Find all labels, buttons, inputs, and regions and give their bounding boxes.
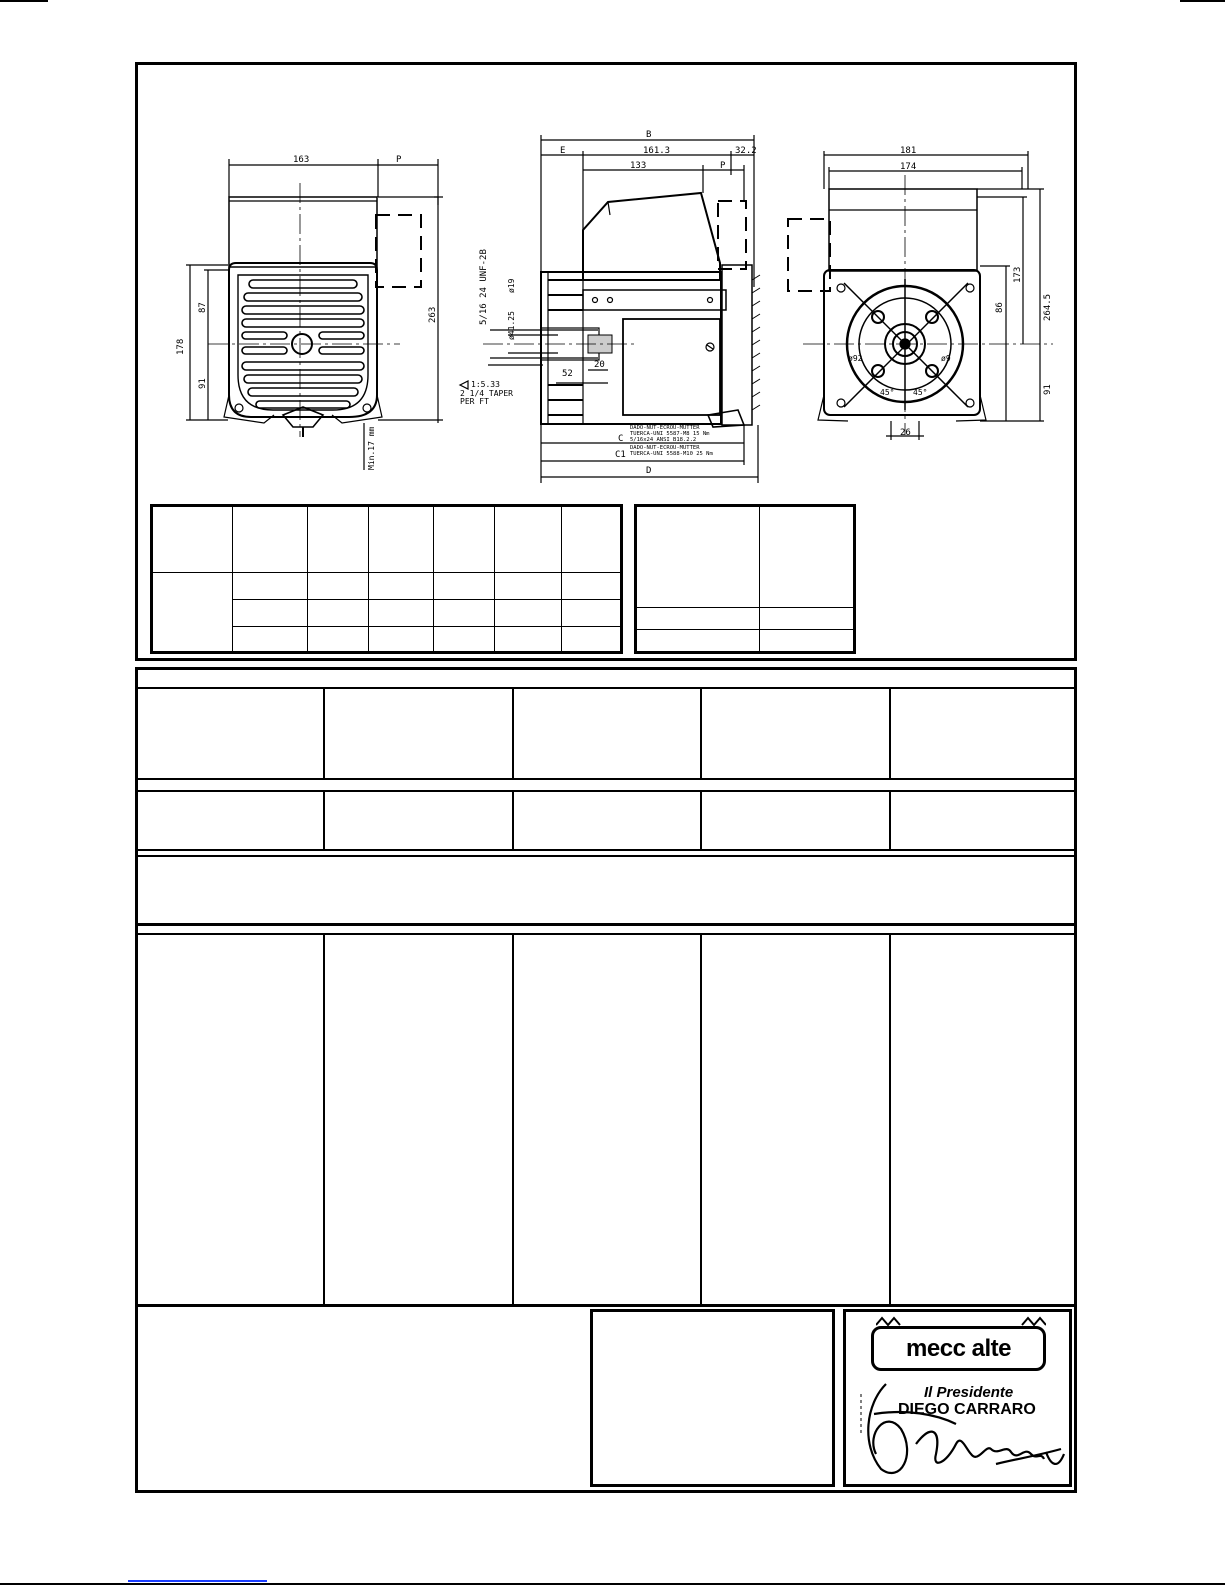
- col-div-4b: [889, 791, 891, 849]
- dim-dia-92: ø92: [848, 354, 863, 363]
- company-logo: [871, 1326, 1046, 1371]
- footer-link-underline: [128, 1580, 267, 1582]
- dim-p-side: P: [720, 161, 726, 171]
- side-view: [460, 135, 760, 483]
- dim-b: B: [646, 130, 652, 140]
- col-div-4a: [889, 689, 891, 779]
- col-div-2a: [512, 689, 514, 779]
- dim-264-5: 264.5: [1043, 293, 1053, 321]
- front-view: [186, 159, 443, 470]
- nut-note-1a: DADO-NUT-ECROU-MUTTER: [630, 425, 700, 431]
- row-divider-5: [138, 923, 1074, 926]
- row-divider-3: [138, 849, 1074, 851]
- dim-173: 173: [1013, 266, 1023, 283]
- dim-d: D: [646, 466, 652, 476]
- dim-91-rear: 91: [1043, 384, 1053, 395]
- dim-161-3: 161.3: [643, 146, 671, 156]
- dimensions-table: [150, 504, 623, 654]
- dim-e: E: [560, 146, 566, 156]
- row-divider-1: [138, 778, 1074, 780]
- dim-26: 26: [900, 428, 911, 438]
- logo-text: mecc alte: [906, 1334, 1011, 1362]
- dim-174: 174: [900, 162, 917, 172]
- dim-c1: C1: [615, 450, 626, 460]
- logo-wave: [876, 1315, 1046, 1327]
- drawing-frame: [135, 62, 1077, 661]
- nut-note-2b: TUERCA-UNI 5588-M10 25 Nm: [630, 451, 713, 457]
- signature-title: Il Presidente: [924, 1384, 1014, 1401]
- angle-45-right: 45°: [913, 388, 928, 397]
- corner-mark-right: [1180, 0, 1225, 2]
- row-divider-4: [138, 855, 1074, 857]
- nut-note-2a: DADO-NUT-ECROU-MUTTER: [630, 445, 700, 451]
- dim-86: 86: [995, 302, 1005, 313]
- dim-32-2: 32.2: [735, 146, 757, 156]
- col-div-2c: [512, 934, 514, 1305]
- footer-line: [0, 1583, 1225, 1585]
- specification-frame: [135, 667, 1077, 1493]
- col-div-4c: [889, 934, 891, 1305]
- dim-178: 178: [176, 338, 186, 355]
- dim-dia-9: ø9: [941, 354, 951, 363]
- col-div-3a: [700, 689, 702, 779]
- dim-20: 20: [594, 360, 605, 370]
- nut-note-1c: 5/16x24 ANSI B18.2.2: [630, 437, 697, 443]
- dim-133: 133: [630, 161, 647, 171]
- dim-163: 163: [293, 155, 310, 165]
- row-divider-7: [138, 1304, 1074, 1307]
- angle-45-left: 45°: [880, 388, 895, 397]
- taper-per-ft: PER FT: [460, 397, 489, 406]
- dim-181: 181: [900, 146, 917, 156]
- signature-box: [843, 1309, 1072, 1487]
- col-div-3b: [700, 791, 702, 849]
- corner-mark-left: [0, 0, 48, 2]
- taper-spec: 2 1/4 TAPER: [460, 389, 513, 398]
- handwritten-signature: [846, 1374, 1071, 1484]
- taper-ratio: 1:5.33: [471, 380, 500, 389]
- col-div-2b: [512, 791, 514, 849]
- dim-p-front: P: [396, 155, 402, 165]
- weights-table: [634, 504, 856, 654]
- dim-263: 263: [428, 306, 438, 323]
- dim-dia-41-25: ø41.25: [507, 311, 516, 340]
- header-divider: [138, 687, 1074, 689]
- row-divider-2: [138, 790, 1074, 792]
- nut-note-1b: TUERCA-UNI 5587-M8 15 Nm: [630, 431, 710, 437]
- signature-name: DIEGO CARRARO: [898, 1401, 1036, 1418]
- dim-c: C: [618, 434, 624, 444]
- dim-dia-19: ø19: [507, 278, 516, 293]
- dim-52: 52: [562, 369, 573, 379]
- stamp-box: [590, 1309, 835, 1487]
- row-divider-6: [138, 933, 1074, 935]
- col-div-1b: [323, 791, 325, 849]
- thread-spec: 5/16 24 UNF-2B: [479, 249, 489, 325]
- dim-91-front: 91: [198, 378, 208, 389]
- dim-87: 87: [198, 302, 208, 313]
- col-div-1a: [323, 689, 325, 779]
- min-clearance-note: Min.17 mm: [367, 426, 376, 470]
- col-div-3c: [700, 934, 702, 1305]
- col-div-1c: [323, 934, 325, 1305]
